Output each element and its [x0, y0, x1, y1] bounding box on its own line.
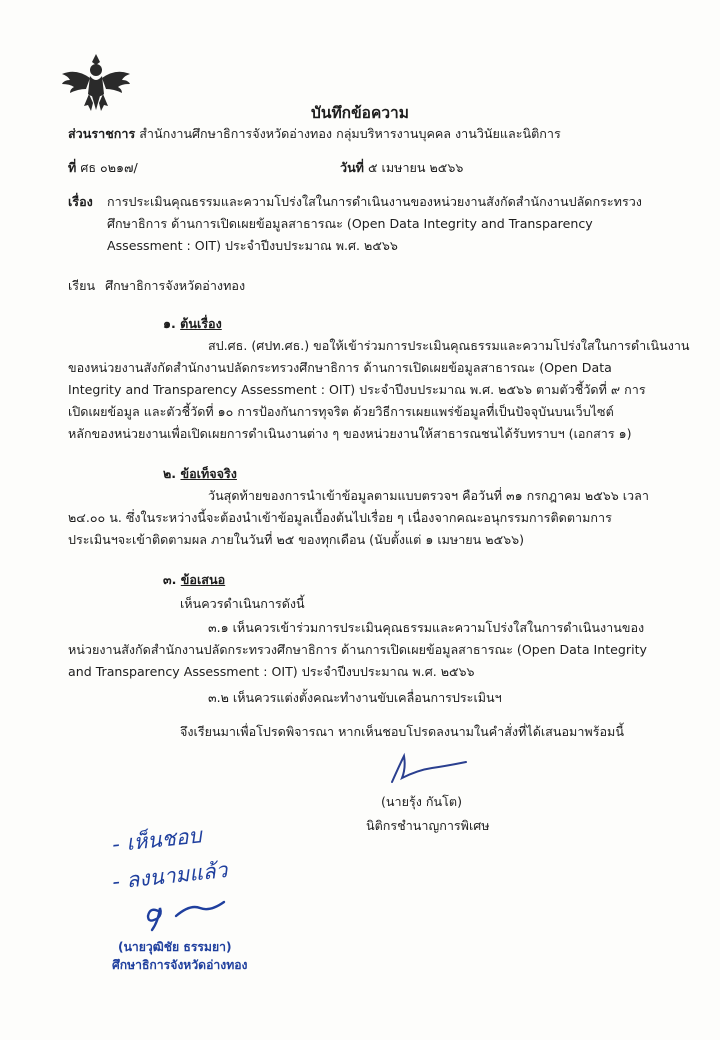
section-2-heading: [163, 464, 237, 484]
section-3-1-line: หน่วยงานสังกัดสำนักงานปลัดกระทรวงศึกษาธิการ ด้านการเปิดเผยข้อมูลสาธารณะ (Open Data Integrity: [68, 642, 647, 657]
section-3-1-line: and Transparency Assessment : OIT) ประจำปีงบประมาณ พ.ศ. ๒๕๖๖: [68, 664, 475, 679]
subject-line: การประเมินคุณธรรมและความโปร่งใสในการดำเนินงานของหน่วยงานสังกัดสำนักงานปลัดกระทรวง: [107, 194, 642, 209]
approver-signature-icon: [136, 894, 246, 936]
signer-name: (นายรุ้ง กันโต): [381, 794, 462, 809]
section-1-heading: [163, 314, 222, 334]
subject-label: เรื่อง: [68, 194, 93, 209]
section-1-number: ๑.: [163, 316, 176, 331]
signer-position: นิติกรชำนาญการพิเศษ: [366, 818, 490, 833]
section-1-line: หลักของหน่วยงานเพื่อเปิดเผยการดำเนินงานต่าง ๆ ของหน่วยงานให้สาธารณชนได้รับทราบฯ (เอกสาร ๑): [68, 426, 632, 441]
memo-title: บันทึกข้อความ: [311, 104, 409, 122]
section-2-line: ประเมินฯจะเข้าติดตามผล ภายในวันที่ ๒๕ ของทุกเดือน (นับตั้งแต่ ๑ เมษายน ๒๕๖๖): [68, 532, 525, 547]
section-1-title: ต้นเรื่อง: [180, 316, 222, 331]
date-value: ๕ เมษายน ๒๕๖๖: [368, 160, 464, 175]
date-row: [340, 158, 463, 178]
section-2-title: ข้อเท็จจริง: [180, 466, 237, 481]
section-3-2-line: ๓.๒ เห็นควรแต่งตั้งคณะทำงานขับเคลื่อนการประเมินฯ: [208, 690, 502, 705]
approval-note-line: - ลงนามแล้ว: [111, 858, 229, 894]
subject-line: Assessment : OIT) ประจำปีงบประมาณ พ.ศ. ๒๕๖๖: [107, 238, 398, 253]
approver-position: ศึกษาธิการจังหวัดอ่างทอง: [112, 958, 248, 972]
section-3-1-line: ๓.๑ เห็นควรเข้าร่วมการประเมินคุณธรรมและความโปร่งใสในการดำเนินงานของ: [208, 620, 645, 635]
section-3-intro: เห็นควรดำเนินการดังนี้: [180, 596, 305, 611]
to-label: เรียน: [68, 278, 96, 293]
section-2-line: วันสุดท้ายของการนำเข้าข้อมูลตามแบบตรวจฯ คือวันที่ ๓๑ กรกฎาคม ๒๕๖๖ เวลา: [208, 488, 649, 503]
section-1-line: Integrity and Transparency Assessment : OIT) ประจำปีงบประมาณ พ.ศ. ๒๕๖๖ ตามตัวชี้วัดที่ ๙ การ: [68, 382, 646, 397]
section-1-line: เปิดเผยข้อมูล และตัวชี้วัดที่ ๑๐ การป้องกันการทุจริต ด้วยวิธีการเผยแพร่ข้อมูลที่เป็นปัจจุบันบนเว็บไซต์: [68, 404, 614, 419]
approval-note-line: - เห็นชอบ: [110, 823, 203, 857]
subject-line: ศึกษาธิการ ด้านการเปิดเผยข้อมูลสาธารณะ (Open Data Integrity and Transparency: [107, 216, 593, 231]
approver-name: (นายวุฒิชัย ธรรมยา): [118, 940, 232, 954]
ref-label: ที่: [68, 160, 77, 175]
agency-label: ส่วนราชการ: [68, 126, 136, 141]
section-3-title: ข้อเสนอ: [180, 572, 226, 587]
section-1-line: สป.ศธ. (ศปท.ศธ.) ขอให้เข้าร่วมการประเมินคุณธรรมและความโปร่งใสในการดำเนินงาน: [208, 338, 690, 353]
to-row: [68, 276, 245, 296]
date-label: วันที่: [340, 160, 364, 175]
signer-signature-icon: [372, 752, 472, 792]
closing-line: จึงเรียนมาเพื่อโปรดพิจารณา หากเห็นชอบโปรดลงนามในคำสั่งที่ได้เสนอมาพร้อมนี้: [180, 724, 624, 739]
section-2-line: ๒๔.๐๐ น. ซึ่งในระหว่างนี้จะต้องนำเข้าข้อมูลเบื้องต้นไปเรื่อย ๆ เนื่องจากคณะอนุกรรมการติดตามการ: [68, 510, 612, 525]
section-3-heading: [163, 570, 225, 590]
ref-row: [68, 158, 138, 178]
agency-value: สำนักงานศึกษาธิการจังหวัดอ่างทอง กลุ่มบริหารงานบุคคล งานวินัยและนิติการ: [139, 126, 561, 141]
to-value: ศึกษาธิการจังหวัดอ่างทอง: [105, 278, 246, 293]
agency-row: [68, 124, 561, 144]
section-2-number: ๒.: [163, 466, 177, 481]
section-3-number: ๓.: [163, 572, 177, 587]
ref-value: ศธ ๐๒๑๗/: [80, 160, 138, 175]
section-1-line: ของหน่วยงานสังกัดสำนักงานปลัดกระทรวงศึกษาธิการ ด้านการเปิดเผยข้อมูลสาธารณะ (Open Data: [68, 360, 612, 375]
